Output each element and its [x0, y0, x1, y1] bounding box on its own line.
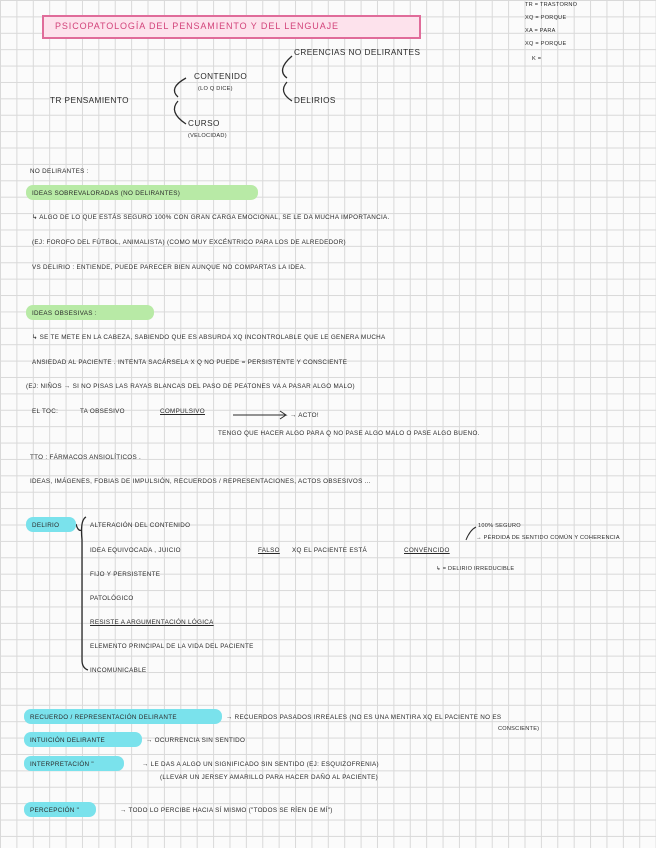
- legend-xq: XQ = PORQUE: [525, 15, 567, 21]
- delirio-note3: ↳ = DELIRIO IRREDUCIBLE: [436, 566, 515, 572]
- section1-highlight: IDEAS SOBREVALORADAS (NO DELIRANTES): [32, 190, 181, 197]
- delirio-item: INCOMUNICABLE: [90, 667, 147, 674]
- delirio-item: RESISTE A ARGUMENTACIÓN LÓGICA: [90, 619, 214, 626]
- delirio-item: ELEMENTO PRINCIPAL DE LA VIDA DEL PACIENTE: [90, 643, 254, 650]
- section4-r4-highlight: PERCEPCIÓN ": [30, 807, 80, 814]
- delirio-after-falso: XQ EL PACIENTE ESTÁ: [292, 547, 367, 554]
- section4-r1-text: → RECUERDOS PASADOS IRREALES (NO ES UNA MENTIRA XQ EL PACIENTE NO ES: [226, 714, 502, 721]
- section4-r3-text: → LE DAS A ALGO UN SIGNIFICADO SIN SENTIDO (EJ: ESQUIZOFRENIA): [142, 761, 379, 768]
- section4-r1-text2: CONSCIENTE): [498, 726, 540, 732]
- mindmap-curso: CURSO: [188, 119, 220, 128]
- section1-line1: ↳ ALGO DE LO QUE ESTÁS SEGURO 100% CON GRAN CARGA EMOCIONAL, SE LE DA MUCHA IMPORTANCIA.: [32, 214, 390, 221]
- section3-highlight: DELIRIO: [32, 522, 60, 529]
- mindmap-curso-note: (VELOCIDAD): [188, 133, 227, 139]
- delirio-falso: FALSO: [258, 547, 280, 554]
- section2-toc-compulsivo: COMPULSIVO: [160, 408, 205, 415]
- mindmap-creencias: CREENCIAS NO DELIRANTES: [294, 48, 421, 57]
- section4-r4-text: → TODO LO PERCIBE HACIA SÍ MISMO ("TODOS SE RÍEN DE MÍ"): [120, 807, 333, 814]
- delirio-item: PATOLÓGICO: [90, 595, 134, 602]
- delirio-convencido: CONVENCIDO: [404, 547, 450, 554]
- legend-k: K =: [532, 56, 542, 62]
- section4-r1-highlight: RECUERDO / REPRESENTACIÓN DELIRANTE: [30, 714, 177, 721]
- section2-line3: (EJ: NIÑOS → SI NO PISAS LAS RAYAS BLANCAS DEL PASO DE PEATONES VA A PASAR ALGO MALO): [26, 383, 355, 390]
- section2-toc-obsesivo: TA OBSESIVO: [80, 408, 125, 415]
- section2-line5: TENGO QUE HACER ALGO PARA Q NO PASE ALGO MALO O PASE ALGO BUENO.: [218, 430, 480, 437]
- delirio-item: FIJO Y PERSISTENTE: [90, 571, 161, 578]
- delirio-note2: → PÉRDIDA DE SENTIDO COMÚN Y COHERENCIA: [476, 535, 620, 541]
- section2-line6: TTO : FÁRMACOS ANSIOLÍTICOS .: [30, 454, 142, 461]
- delirio-item: IDEA EQUIVOCADA , JUICIO: [90, 547, 181, 554]
- section4-r2-text: → OCURRENCIA SIN SENTIDO: [146, 737, 246, 744]
- section4-r2-highlight: INTUICIÓN DELIRANTE: [30, 737, 105, 744]
- section2-highlight: IDEAS OBSESIVAS :: [32, 310, 97, 317]
- section2-toc-acto: → ACTO!: [290, 412, 319, 419]
- delirio-note1: 100% SEGURO: [478, 523, 521, 529]
- section1-line3: VS DELIRIO : ENTIENDE, PUEDE PARECER BIEN AUNQUE NO COMPARTAS LA IDEA.: [32, 264, 307, 271]
- delirio-item: ALTERACIÓN DEL CONTENIDO: [90, 522, 191, 529]
- page-title: PSICOPATOLOGÍA DEL PENSAMIENTO Y DEL LENGUAJE: [55, 21, 339, 31]
- legend-xa: XA = PARA: [525, 28, 556, 34]
- section4-r3-text2: (LLEVAR UN JERSEY AMARILLO PARA HACER DAÑO AL PACIENTE): [160, 774, 379, 781]
- section4-r3-highlight: INTERPRETACIÓN ": [30, 761, 94, 768]
- legend-xq2: XQ = PORQUE: [525, 41, 567, 47]
- section1-heading: NO DELIRANTES :: [30, 168, 89, 175]
- mindmap-contenido-note: (LO Q DICE): [198, 86, 233, 92]
- mindmap-root: TR PENSAMIENTO: [50, 96, 129, 105]
- mindmap-delirios: DELIRIOS: [294, 96, 336, 105]
- section2-line2: ANSIEDAD AL PACIENTE . INTENTA SACÁRSELA X Q NO PUEDE = PERSISTENTE Y CONSCIENTE: [32, 359, 348, 366]
- section2-line7: IDEAS, IMÁGENES, FOBIAS DE IMPULSIÓN, RECUERDOS / REPRESENTACIONES, ACTOS OBSESIVOS ...: [30, 478, 371, 485]
- section2-line1: ↳ SE TE METE EN LA CABEZA, SABIENDO QUE ES ABSURDA XQ INCONTROLABLE QUE LE GENERA MUCHA: [32, 334, 386, 341]
- mindmap-contenido: CONTENIDO: [194, 72, 248, 81]
- legend-tr: TR = TRASTORNO: [525, 2, 578, 8]
- section2-toc-label: EL TOC:: [32, 408, 59, 415]
- section1-line2: (EJ: FOROFO DEL FÚTBOL, ANIMALISTA) (COMO MUY EXCÉNTRICO PARA LOS DE ALREDEDOR): [32, 239, 346, 246]
